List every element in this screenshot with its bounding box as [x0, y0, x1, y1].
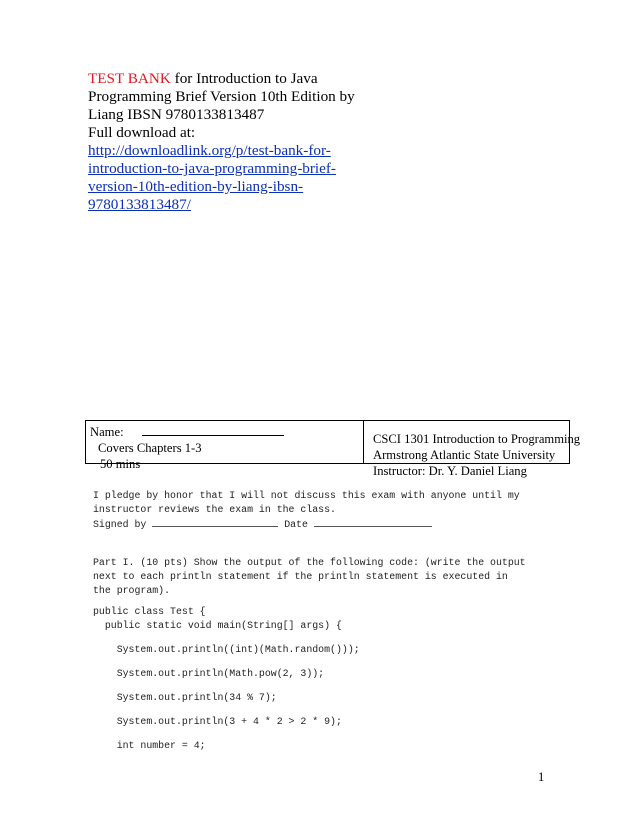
download-link-line-3[interactable]: version-10th-edition-by-liang-ibsn-: [88, 178, 304, 195]
title-rest: for Introduction to Java: [170, 70, 318, 87]
course-name: CSCI 1301 Introduction to Programming: [373, 432, 581, 446]
signed-by-label: Signed by: [93, 519, 153, 530]
exam-info-box: [85, 420, 581, 478]
signature-blank[interactable]: [152, 517, 278, 527]
course-info: [373, 431, 581, 478]
title-line-2: Programming Brief Version 10th Edition by: [88, 88, 355, 105]
university-name: Armstrong Atlantic State University: [373, 448, 556, 462]
name-blank[interactable]: [142, 423, 284, 436]
code-line-1: public class Test {: [93, 606, 206, 617]
code-line-7: int number = 4;: [93, 740, 206, 751]
date-blank[interactable]: [314, 517, 432, 527]
part1-line-1: Part I. (10 pts) Show the output of the following code: (write the output: [93, 557, 526, 568]
test-bank-label: TEST BANK: [88, 70, 171, 87]
download-label: Full download at:: [88, 124, 196, 141]
exam-duration: 50 mins: [100, 457, 141, 471]
covers-chapters: Covers Chapters 1-3: [98, 441, 202, 455]
title-line-1: [88, 70, 388, 88]
info-box-divider: [363, 421, 364, 463]
page-number: 1: [538, 770, 545, 784]
date-label: Date: [278, 519, 314, 530]
name-label: Name:: [90, 425, 124, 439]
code-line-4: System.out.println(Math.pow(2, 3));: [93, 668, 325, 679]
instructor-name: Instructor: Dr. Y. Daniel Liang: [373, 464, 527, 478]
download-link-line-1[interactable]: http://downloadlink.org/p/test-bank-for-: [88, 142, 331, 159]
student-info: [90, 423, 284, 472]
code-line-6: System.out.println(3 + 4 * 2 > 2 * 9);: [93, 716, 342, 727]
download-link-line-2[interactable]: introduction-to-java-programming-brief-: [88, 160, 336, 177]
code-line-2: public static void main(String[] args) {: [93, 620, 342, 631]
pledge-line-1: I pledge by honor that I will not discuss this exam with anyone until my: [93, 490, 520, 501]
pledge-line-2: instructor reviews the exam in the class.: [93, 504, 336, 515]
signature-row: [93, 517, 432, 532]
part1-line-3: the program).: [93, 585, 171, 596]
download-link-line-4[interactable]: 9780133813487/: [88, 196, 191, 213]
code-line-3: System.out.println((int)(Math.random()));: [93, 644, 360, 655]
name-row: [90, 423, 284, 440]
document-header: [88, 70, 388, 214]
part1-line-2: next to each println statement if the println statement is executed in: [93, 571, 508, 582]
code-line-5: System.out.println(34 % 7);: [93, 692, 277, 703]
title-line-3: Liang IBSN 9780133813487: [88, 106, 265, 123]
